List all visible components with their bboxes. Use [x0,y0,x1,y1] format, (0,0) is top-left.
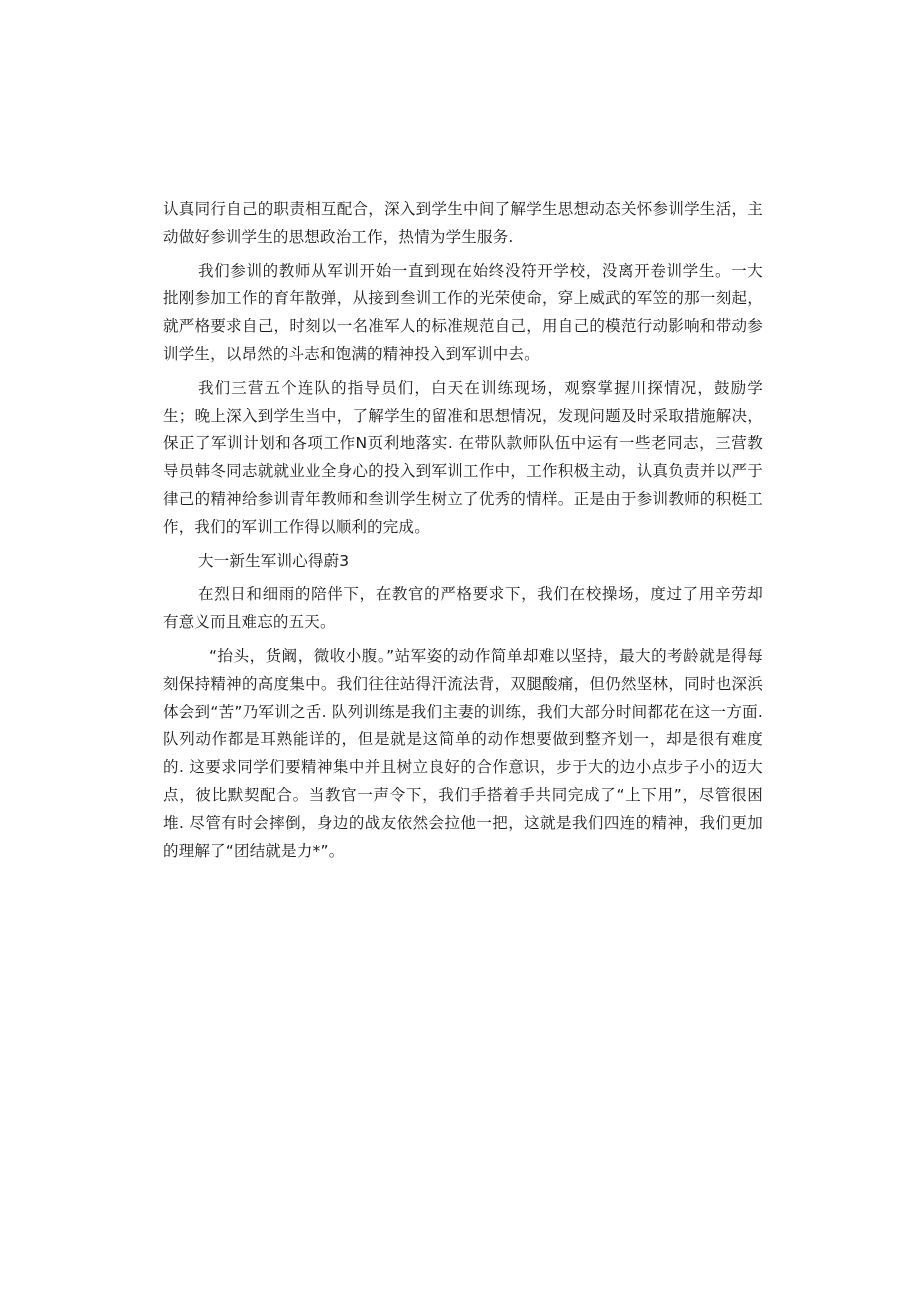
paragraph-4: 在烈日和细雨的陪伴下，在教官的严格要求下，我们在校操场，度过了用辛劳却有意义而且难忘的五天。 [163,585,763,632]
paragraph-5: “抬头，货阚，微收小腹。”站军姿的动作简单却难以坚持，最大的考龄就是得每刻保持精神的高度集中。我们往往站得汗流法背，双腿酸痛，但仍然坚林，同时也深浜体会到“苦”乃军训之舌. 队列训练是我们主妻的训练，我们大部分时间都花在这一方面. 队列动作都是耳熟能详的，但是就是这简单的动作想要做到整齐划一，却是很有难度的. 这要求同学们要精神集中并且树立良好的合作意识，步于大的边小点步子小的迈大点，彼比默契配合。当教官一声令下，我们手搭着手共同完成了“上下用”，尽管很困堆. 尽管有时会摔倒，身边的战友依然会拉他一把，这就是我们四连的精神，我们更加的理解了“团结就是力*”。 [163,646,763,860]
paragraph-1: 认真同行自己的职责相互配合，深入到学生中间了解学生思想动态关怀参训学生活，主动做好参训学生的思想政治工作，热情为学生服务. [163,200,763,246]
document-body [163,196,763,871]
paragraph-3: 我们三营五个连队的指导员们，白天在训练现场，观察掌握川探情况，鼓励学生；晚上深入到学生当中，了解学生的留准和思想情况，发现问题及时采取措施解决，保正了军训计划和各项工作N页利地落实. 在带队款师队伍中运有一些老同志，三营教导员韩冬同志就就业业全身心的投入到军训工作中，工作积极主动，认真负责并以严于律己的精神给参训青年教师和叁训学生树立了优秀的情样。正是由于参训教师的积梃工作，我们的军训工作得以顺利的完成。 [163,378,763,536]
section-title: 大一新生军训心得蔚3 [198,551,350,570]
paragraph-2: 我们参训的教师从军训开始一直到现在始终没符开学校，没离开卷训学生。一大批刚参加工作的育年散弹，从接到叁训工作的光荣使命，穿上威武的军笠的那一刻起，就严格要求自己，时刻以一名准军人的标准规范自己，用自己的模范行动影响和带动参训学生，以昂然的斗志和饱满的精神投入到军训中去。 [163,261,763,363]
